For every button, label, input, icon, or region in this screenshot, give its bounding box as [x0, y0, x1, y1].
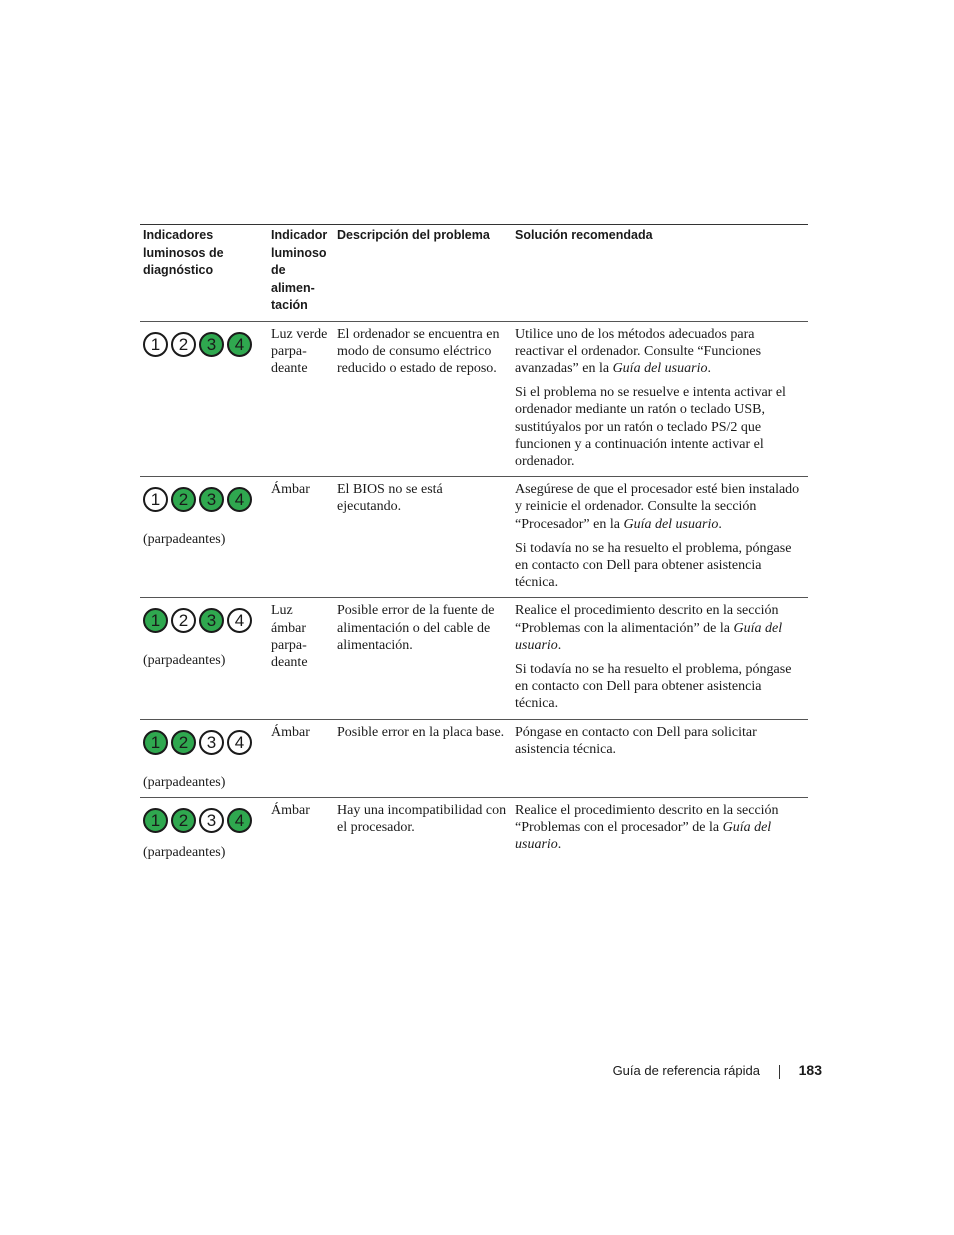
header-power-line-3: tación — [271, 298, 308, 312]
solution-paragraph — [515, 326, 804, 378]
header-power-line-2: de alimen- — [271, 263, 315, 295]
solution-paragraph: Si todavía no se ha resuelto el problema, póngase en contacto con Dell para obtener asistencia técnica. — [515, 540, 792, 591]
diagnostic-led-icon: 4 — [227, 332, 252, 357]
solution-text: Póngase en contacto con Dell para solicitar asistencia técnica. — [515, 724, 757, 757]
power-light-cell: Luz verde parpa- deante — [268, 321, 334, 477]
guide-reference: Guía del usuario — [623, 516, 719, 532]
solution-paragraph: Si el problema no se resuelve e intenta activar el ordenador mediante un ratón o teclado USB, sustitúyalos por un ratón o teclado PS/2 que funcionen y a continuación intente activar el ordenador. — [515, 385, 786, 469]
solution-text: Realice el procedimiento descrito en la sección “Problemas con la alimentación” de la — [515, 603, 779, 636]
solution-text: Realice el procedimiento descrito en la sección “Problemas con el procesador” de la — [515, 802, 779, 835]
footer-title: Guía de referencia rápida — [612, 1063, 760, 1078]
problem-description-cell: El BIOS no se está ejecutando. — [334, 477, 512, 598]
led-group — [143, 487, 264, 513]
diagnostic-leds-cell — [140, 719, 268, 797]
recommended-solution-cell — [512, 797, 808, 867]
diagnostic-led-icon: 1 — [143, 730, 168, 755]
recommended-solution-cell — [512, 719, 808, 797]
recommended-solution-cell — [512, 321, 808, 477]
diagnostic-led-icon: 3 — [199, 730, 224, 755]
page-number: 183 — [798, 1062, 822, 1078]
problem-description-cell: Hay una incompatibilidad con el procesador. — [337, 802, 507, 835]
diagnostic-leds-cell — [140, 477, 268, 598]
led-group — [143, 332, 264, 358]
diagnostic-led-icon: 1 — [143, 332, 168, 357]
diagnostic-leds-cell — [140, 797, 268, 867]
solution-text: Asegúrese de que el procesador esté bien instalado y reinicie el ordenador. Consulte la sección “Procesador” en la — [515, 482, 800, 532]
power-light-cell: Luz ámbar parpa- deante — [268, 598, 334, 719]
diagnostic-led-icon: 3 — [199, 332, 224, 357]
diagnostic-led-icon: 1 — [143, 608, 168, 633]
diagnostic-led-icon: 2 — [171, 332, 196, 357]
diagnostic-led-icon: 3 — [199, 608, 224, 633]
diagnostic-lights-table — [140, 225, 808, 867]
header-power-line-1: Indicador luminoso — [271, 228, 328, 260]
problem-description-cell: Posible error de la fuente de alimentación o del cable de alimentación. — [334, 598, 512, 719]
diagnostic-led-icon: 4 — [227, 808, 252, 833]
diagnostic-led-icon: 4 — [227, 730, 252, 755]
table-header-row — [140, 225, 808, 321]
led-group — [143, 730, 264, 756]
diagnostic-leds-cell — [140, 321, 268, 477]
table-row — [140, 321, 808, 477]
blinking-label: (parpadeantes) — [143, 774, 226, 790]
solution-paragraph — [515, 724, 804, 758]
diagnostic-led-icon: 2 — [171, 730, 196, 755]
solution-text: Utilice uno de los métodos adecuados para reactivar el ordenador. Consulte “Funciones avanzadas” en la — [515, 326, 762, 376]
problem-description-cell: El ordenador se encuentra en modo de consumo eléctrico reducido o estado de reposo. — [334, 321, 512, 477]
power-light-cell: Ámbar — [268, 719, 334, 797]
diagnostic-led-icon: 4 — [227, 487, 252, 512]
header-diagnostic-lights: Indicadores luminosos de diagnóstico — [140, 225, 268, 321]
blinking-label: (parpadeantes) — [143, 844, 226, 860]
problem-description-cell: Posible error en la placa base. — [334, 719, 512, 797]
header-power-light — [268, 225, 334, 321]
table-row — [140, 719, 808, 797]
power-light-cell: Ámbar — [268, 477, 334, 598]
solution-paragraph — [515, 802, 804, 854]
table-row — [140, 477, 808, 598]
solution-text-end: . — [557, 637, 562, 653]
page-footer — [560, 1061, 822, 1081]
guide-reference: Guía del usuario — [515, 620, 783, 653]
diagnostic-led-icon: 1 — [143, 487, 168, 512]
blinking-label: (parpadeantes) — [143, 653, 226, 669]
solution-text-end: . — [707, 360, 711, 376]
diagnostic-led-icon: 3 — [199, 808, 224, 833]
led-group — [143, 808, 264, 834]
table-row — [140, 797, 808, 867]
diagnostic-leds-cell — [140, 598, 268, 719]
guide-reference: Guía del usuario — [612, 360, 708, 376]
blinking-label: (parpadeantes) — [143, 532, 226, 548]
recommended-solution-cell — [512, 477, 808, 598]
recommended-solution-cell — [512, 598, 808, 719]
solution-paragraph — [515, 481, 804, 533]
guide-reference: Guía del usuario — [515, 819, 772, 853]
diagnostic-led-icon: 2 — [171, 487, 196, 512]
diagnostic-led-icon: 4 — [227, 608, 252, 633]
solution-text-end: . — [718, 516, 722, 532]
solution-paragraph — [515, 602, 804, 654]
table-row — [140, 598, 808, 719]
diagnostic-led-icon: 3 — [199, 487, 224, 512]
led-group — [143, 608, 264, 634]
diagnostic-led-icon: 2 — [171, 608, 196, 633]
solution-text-end: . — [557, 837, 562, 853]
diagnostic-led-icon: 2 — [171, 808, 196, 833]
header-problem-description: Descripción del problema — [334, 225, 512, 321]
diagnostic-table-wrapper — [140, 224, 808, 867]
header-recommended-solution: Solución recomendada — [512, 225, 808, 321]
diagnostic-led-icon: 1 — [143, 808, 168, 833]
footer-separator — [779, 1065, 780, 1079]
solution-paragraph: Si todavía no se ha resuelto el problema, póngase en contacto con Dell para obtener asistencia técnica. — [515, 661, 792, 712]
power-light-cell: Ámbar — [271, 802, 310, 818]
